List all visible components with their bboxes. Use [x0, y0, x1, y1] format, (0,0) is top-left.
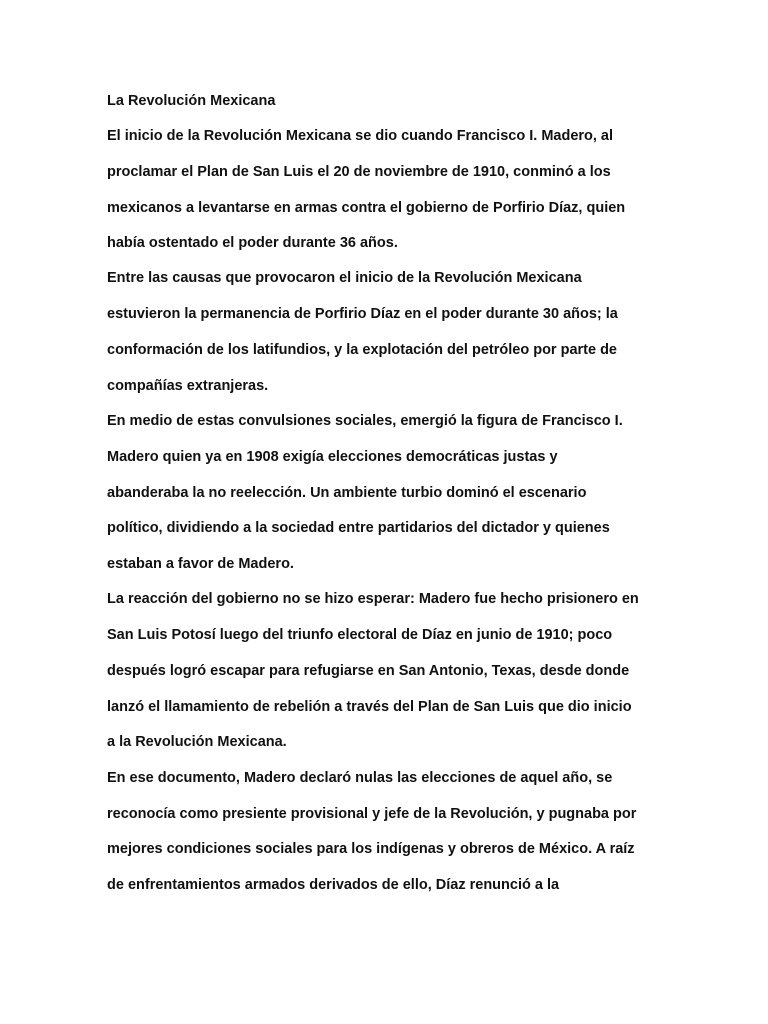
text-line: compañías extranjeras.: [107, 378, 269, 394]
text-line: lanzó el llamamiento de rebelión a través del Plan de San Luis que dio inicio: [107, 699, 632, 715]
text-line: proclamar el Plan de San Luis el 20 de noviembre de 1910, conminó a los: [107, 164, 611, 180]
text-line: El inicio de la Revolución Mexicana se dio cuando Francisco I. Madero, al: [107, 128, 614, 144]
text-line: En medio de estas convulsiones sociales, emergió la figura de Francisco I.: [107, 413, 623, 429]
text-line: abanderaba la no reelección. Un ambiente turbio dominó el escenario: [107, 485, 587, 501]
text-line: estaban a favor de Madero.: [107, 556, 294, 572]
text-line: conformación de los latifundios, y la explotación del petróleo por parte de: [107, 342, 617, 358]
text-line: había ostentado el poder durante 36 años.: [107, 235, 398, 251]
text-line: Madero quien ya en 1908 exigía elecciones democráticas justas y: [107, 449, 558, 465]
text-line: estuvieron la permanencia de Porfirio Díaz en el poder durante 30 años; la: [107, 306, 618, 322]
text-line: San Luis Potosí luego del triunfo electoral de Díaz en junio de 1910; poco: [107, 627, 613, 643]
text-line: En ese documento, Madero declaró nulas las elecciones de aquel año, se: [107, 770, 613, 786]
text-line: de enfrentamientos armados derivados de ello, Díaz renunció a la: [107, 877, 560, 893]
text-line: mejores condiciones sociales para los indígenas y obreros de México. A raíz: [107, 841, 635, 857]
text-line: mexicanos a levantarse en armas contra el gobierno de Porfirio Díaz, quien: [107, 200, 626, 216]
document-title: La Revolución Mexicana: [107, 93, 276, 109]
text-line: después logró escapar para refugiarse en San Antonio, Texas, desde donde: [107, 663, 630, 679]
text-line: a la Revolución Mexicana.: [107, 734, 287, 750]
text-line: La reacción del gobierno no se hizo esperar: Madero fue hecho prisionero en: [107, 591, 639, 607]
text-line: Entre las causas que provocaron el inicio de la Revolución Mexicana: [107, 270, 582, 286]
text-line: reconocía como presiente provisional y jefe de la Revolución, y pugnaba por: [107, 806, 637, 822]
text-line: político, dividiendo a la sociedad entre partidarios del dictador y quienes: [107, 520, 610, 536]
